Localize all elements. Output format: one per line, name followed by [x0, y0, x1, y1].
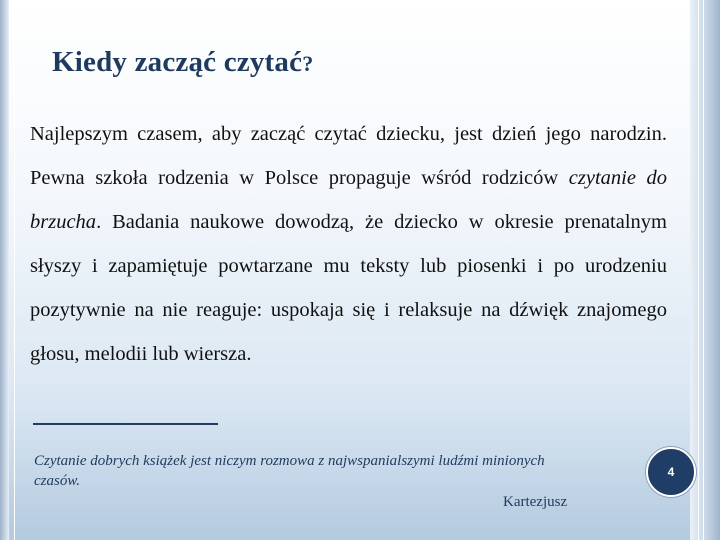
- slide-title: [52, 46, 313, 79]
- right-edge-decoration: [690, 0, 720, 540]
- right-edge-line: [703, 0, 704, 540]
- separator-rule: [33, 423, 218, 425]
- quote-text: Czytanie dobrych książek jest niczym rozmowa z najwspanialszymi ludźmi minionych czasów.: [34, 453, 545, 489]
- right-edge-line: [698, 0, 699, 540]
- page-number: 4: [667, 465, 675, 479]
- left-edge-decoration: [0, 0, 9, 540]
- slide-title-mark: ?: [302, 51, 314, 76]
- slide-title-text: Kiedy zacząć czytać: [52, 46, 303, 78]
- body-paragraph-emphasis: czytanie do brzucha: [30, 167, 667, 233]
- body-paragraph-part1: Najlepszym czasem, aby zacząć czytać dziecku, jest dzień jego narodzin. Pewna szkoła rodzenia w Polsce propaguje wśród rodziców: [30, 123, 667, 189]
- quote-author: Kartezjusz: [503, 494, 568, 510]
- body-paragraph: [30, 112, 667, 376]
- left-edge-line: [14, 0, 15, 540]
- page-number-badge: [646, 447, 696, 497]
- body-paragraph-part2: . Badania naukowe dowodzą, że dziecko w okresie prenatalnym słyszy i zapamiętuje powtarzane mu teksty lub piosenki i po urodzeniu pozytywnie na nie reaguje: uspokaja się i relaksuje na dźwięk znajomego głosu, melodii lub wiersza.: [30, 211, 667, 365]
